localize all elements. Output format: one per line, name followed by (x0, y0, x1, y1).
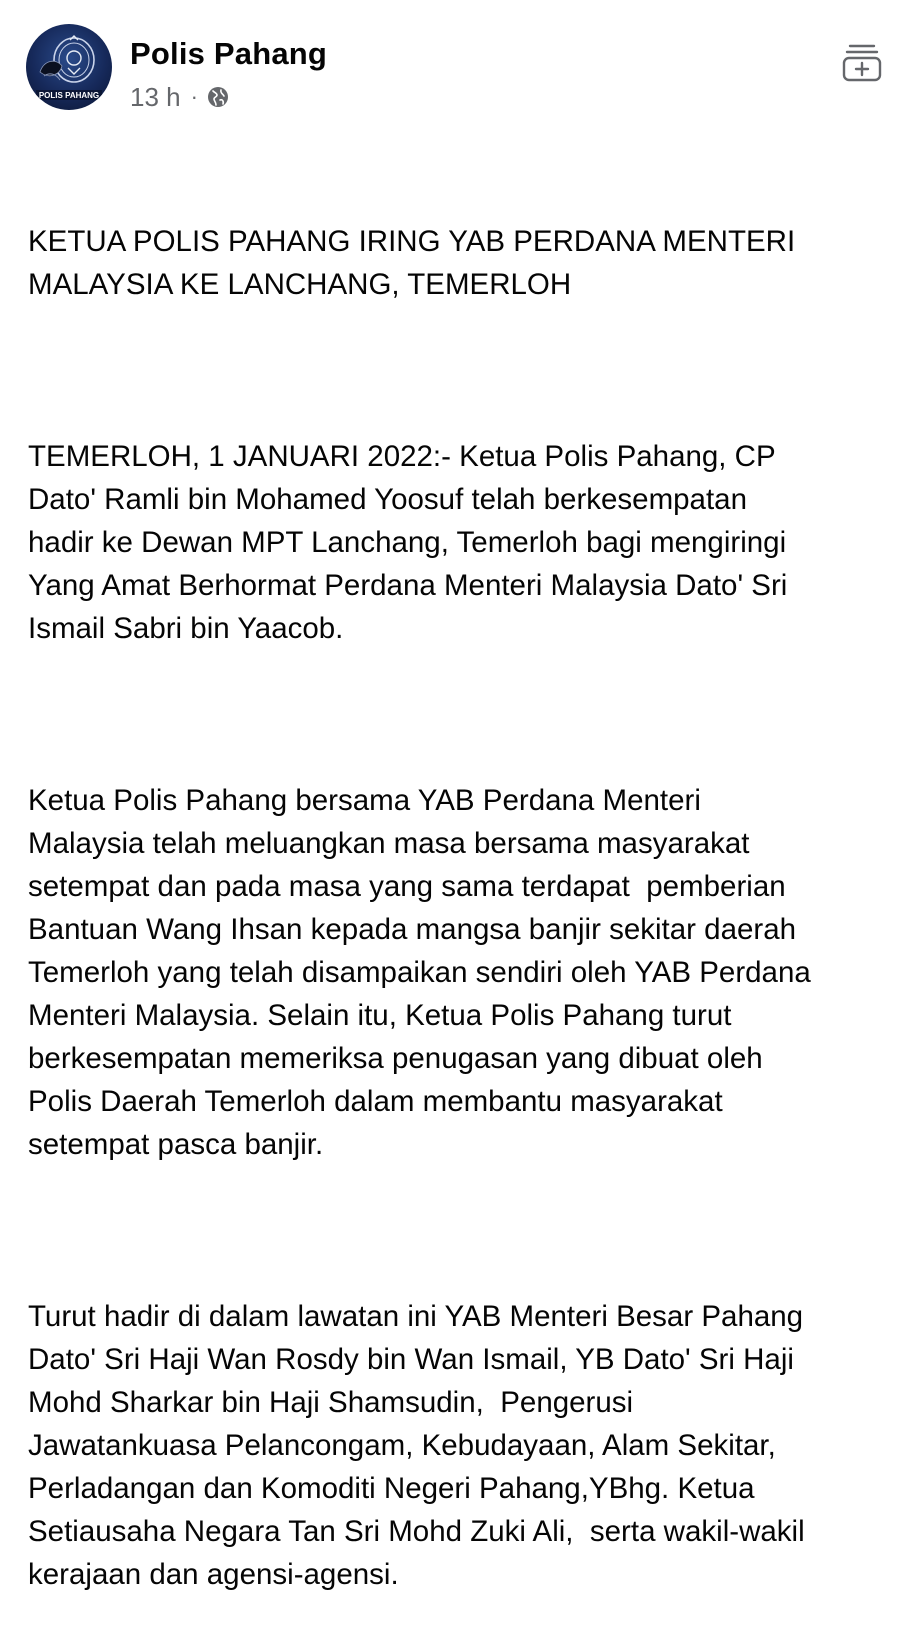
post-paragraph-2: Ketua Polis Pahang bersama YAB Perdana Menteri Malaysia telah meluangkan masa bersama masyarakat setempat dan pada masa yang sama terdapat pemberian Bantuan Wang Ihsan kepada mangsa banjir sekitar daerah Temerloh yang telah disampaikan sendiri oleh YAB Perdana Menteri Malaysia. Selain itu, Ketua Polis Pahang turut berkesempatan memeriksa penugasan yang dibuat oleh Polis Daerah Temerloh dalam membantu masyarakat setempat pasca banjir. (28, 784, 811, 1161)
avatar-label: POLIS PAHANG (38, 91, 100, 100)
post-headline: KETUA POLIS PAHANG IRING YAB PERDANA MENTERI MALAYSIA KE LANCHANG, TEMERLOH (28, 225, 796, 301)
globe-icon (206, 85, 230, 109)
post-paragraph-3: Turut hadir di dalam lawatan ini YAB Menteri Besar Pahang Dato' Sri Haji Wan Rosdy bin Wan Ismail, YB Dato' Sri Haji Mohd Sharkar bin Haji Shamsudin, Pengerusi Jawatankuasa Pelancongam, Kebudayaan, Alam Sekitar, Perladangan dan Komoditi Negeri Pahang,YBhg. Ketua Setiausaha Negara Tan Sri Mohd Zuki Ali, serta wakil-wakil kerajaan dan agensi-agensi. (28, 1300, 805, 1591)
post-meta (130, 82, 230, 112)
post-paragraph-1: TEMERLOH, 1 JANUARI 2022:- Ketua Polis Pahang, CP Dato' Ramli bin Mohamed Yoosuf telah berkesempatan hadir ke Dewan MPT Lanchang, Temerloh bagi mengiringi Yang Amat Berhormat Perdana Menteri Malaysia Dato' Sri Ismail Sabri bin Yaacob. (28, 440, 788, 645)
meta-separator: · (190, 84, 198, 109)
post-header (26, 24, 894, 112)
author-name[interactable]: Polis Pahang (130, 36, 328, 71)
add-to-collection-icon[interactable] (840, 38, 884, 82)
police-crest-logo (26, 24, 112, 110)
post-body (28, 134, 908, 1639)
post-timestamp[interactable]: 13 h (130, 81, 181, 112)
page-avatar[interactable] (26, 24, 112, 110)
